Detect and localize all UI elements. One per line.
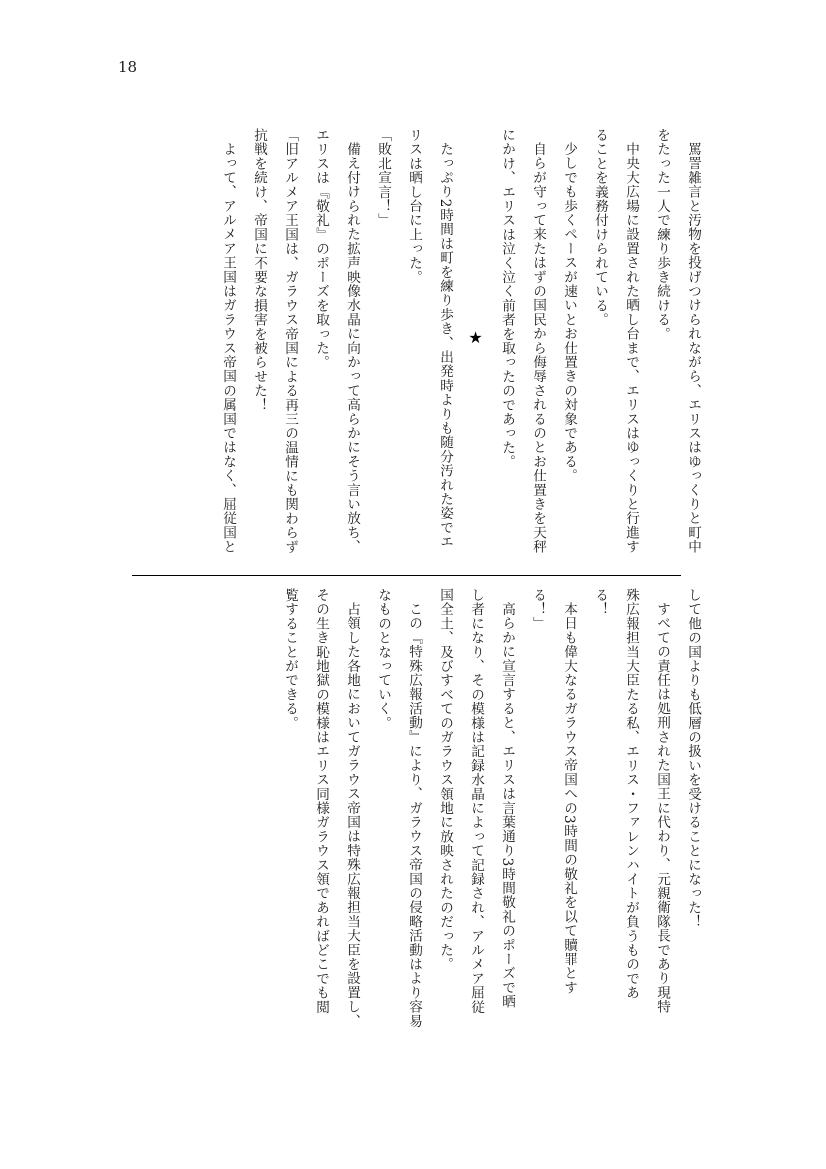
text-line: る！」: [530, 588, 546, 631]
lower-text-block: [108, 588, 708, 1028]
text-line: 覧することができる。: [282, 588, 298, 730]
text-line: 抗戦を続け、帝国に不要な損害を被らせた！: [251, 128, 267, 412]
upper-text-block: [108, 128, 708, 568]
text-line: 占領した各地においてガラウス帝国は特殊広報担当大臣を設置し、: [344, 601, 360, 1028]
text-line: 自らが守って来たはずの国民から侮辱されるのとお仕置きを天秤: [530, 141, 546, 554]
text-line: その生き恥地獄の模様はエリス同様ガラウス領であればどこでも閲: [313, 588, 329, 1014]
scene-break-star: ★: [466, 328, 485, 348]
text-line: 「旧アルメア王国は、ガラウス帝国による再三の温情にも関わらず: [282, 128, 298, 554]
text-line: し者になり、その模様は記録水晶によって記録され、アルメア屈従: [468, 588, 484, 1014]
column-divider: [132, 575, 681, 576]
text-line: をたった一人で練り歩き続ける。: [654, 128, 670, 341]
text-line: して他の国よりも低層の扱いを受けることになった！: [685, 588, 701, 929]
text-line: 高らかに宣言すると、エリスは言葉通り3時間敬礼のポーズで晒: [499, 601, 515, 1009]
text-line: 中央大広場に設置された晒し台まで、エリスはゆっくりと行進す: [623, 141, 639, 554]
text-line: 本日も偉大なるガラウス帝国への3時間の敬礼を以て贖罪とす: [561, 601, 577, 995]
text-line: よって、アルメア王国はガラウス帝国の属国ではなく、屈従国と: [220, 141, 236, 554]
text-line: 国全土、及びすべてのガラウス領地に放映されたのだった。: [437, 588, 453, 972]
page-number: 18: [118, 58, 138, 76]
text-line: にかけ、エリスは泣く泣く前者を取ったのであった。: [499, 128, 515, 469]
text-line: たっぷり2時間は町を練り歩き、出発時よりも随分汚れた姿でエ: [437, 141, 453, 549]
text-line: なものとなっていく。: [375, 588, 391, 730]
text-line: ることを義務付けられている。: [592, 128, 608, 327]
text-line: エリスは『敬礼』のポーズを取った。: [313, 128, 329, 370]
text-line: すべての責任は処刑された国王に代わり、元親衛隊長であり現特: [654, 601, 670, 1014]
text-line: 「敗北宣言！」: [375, 128, 391, 228]
text-line: 備え付けられた拡声映像水晶に向かって高らかにそう言い放ち、: [344, 141, 360, 554]
text-line: 殊広報担当大臣たる私、エリス・ファレンハイトが負うものである！: [592, 588, 639, 1000]
text-line: この『特殊広報活動』により、ガラウス帝国の侵略活動はより容易: [406, 601, 422, 1028]
text-line: 罵詈雑言と汚物を投げつけられながら、エリスはゆっくりと町中: [685, 141, 701, 554]
text-line: リスは晒し台に上った。: [406, 128, 422, 285]
text-line: 少しでも歩くペースが速いとお仕置きの対象である。: [561, 141, 577, 483]
